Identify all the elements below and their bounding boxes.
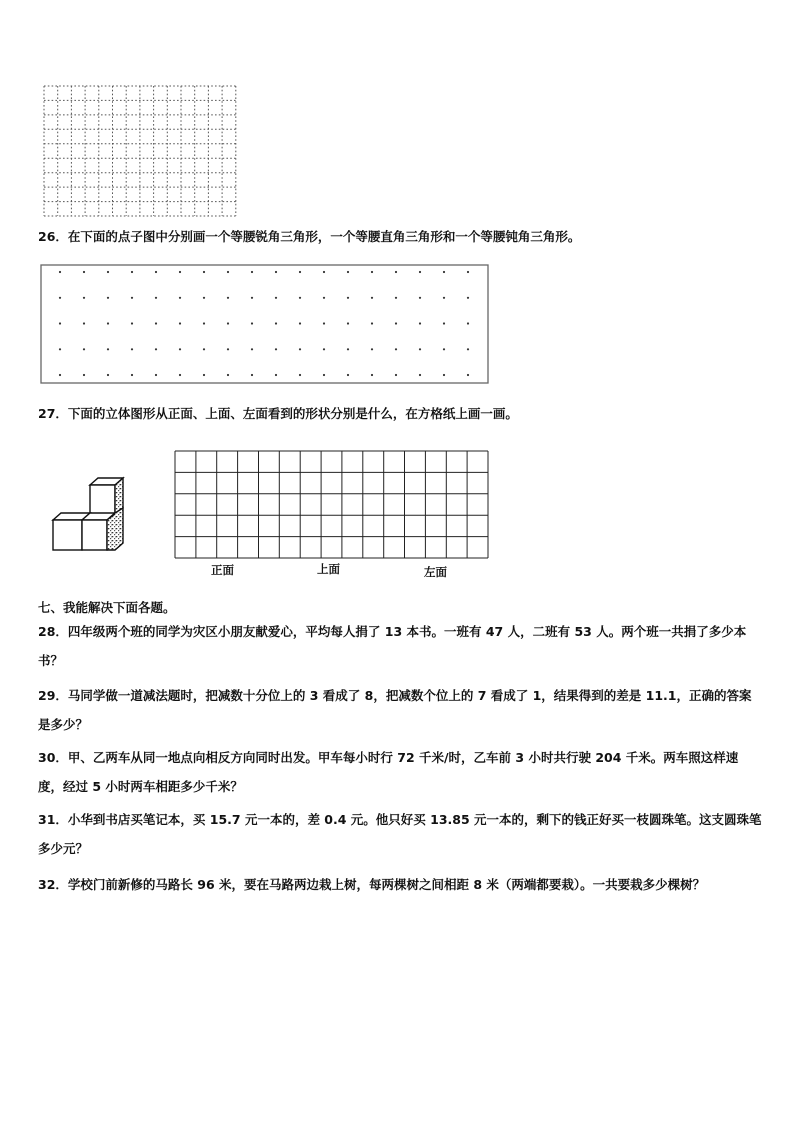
question-29: 29．马同学做一道减法题时，把减数十分位上的 3 看成了 8，把减数个位上的 7 看成了 1，结果得到的差是 11.1，正确的答案是多少？ bbox=[38, 688, 752, 732]
label-front-view: 正面 bbox=[211, 563, 234, 577]
label-left-view: 左面 bbox=[424, 565, 447, 579]
section-7-title: 七、我能解决下面各题。 bbox=[38, 600, 176, 615]
question-28: 28．四年级两个班的同学为灾区小朋友献爱心，平均每人捐了 13 本书。一班有 47 人，二班有 53 人。两个班一共捐了多少本书？ bbox=[38, 624, 747, 668]
question-31: 31．小华到书店买笔记本，买 15.7 元一本的，差 0.4 元。他只好买 13.85 元一本的，剩下的钱正好买一枝圆珠笔。这支圆珠笔多少元？ bbox=[38, 812, 762, 856]
question-27: 27．下面的立体图形从正面、上面、左面看到的形状分别是什么，在方格纸上画一画。 bbox=[38, 406, 518, 421]
question-30: 30．甲、乙两车从同一地点向相反方向同时出发。甲车每小时行 72 千米/时，乙车前 3 小时共行驶 204 千米。两车照这样速度，经过 5 小时两车相距多少千米？ bbox=[38, 750, 739, 794]
label-top-view: 上面 bbox=[317, 562, 340, 576]
question-26: 26．在下面的点子图中分别画一个等腰锐角三角形，一个等腰直角三角形和一个等腰钝角三角形。 bbox=[38, 229, 581, 244]
question-32: 32．学校门前新修的马路长 96 米，要在马路两边栽上树，每两棵树之间相距 8 米（两端都要栽）。一共要栽多少棵树？ bbox=[38, 877, 706, 892]
